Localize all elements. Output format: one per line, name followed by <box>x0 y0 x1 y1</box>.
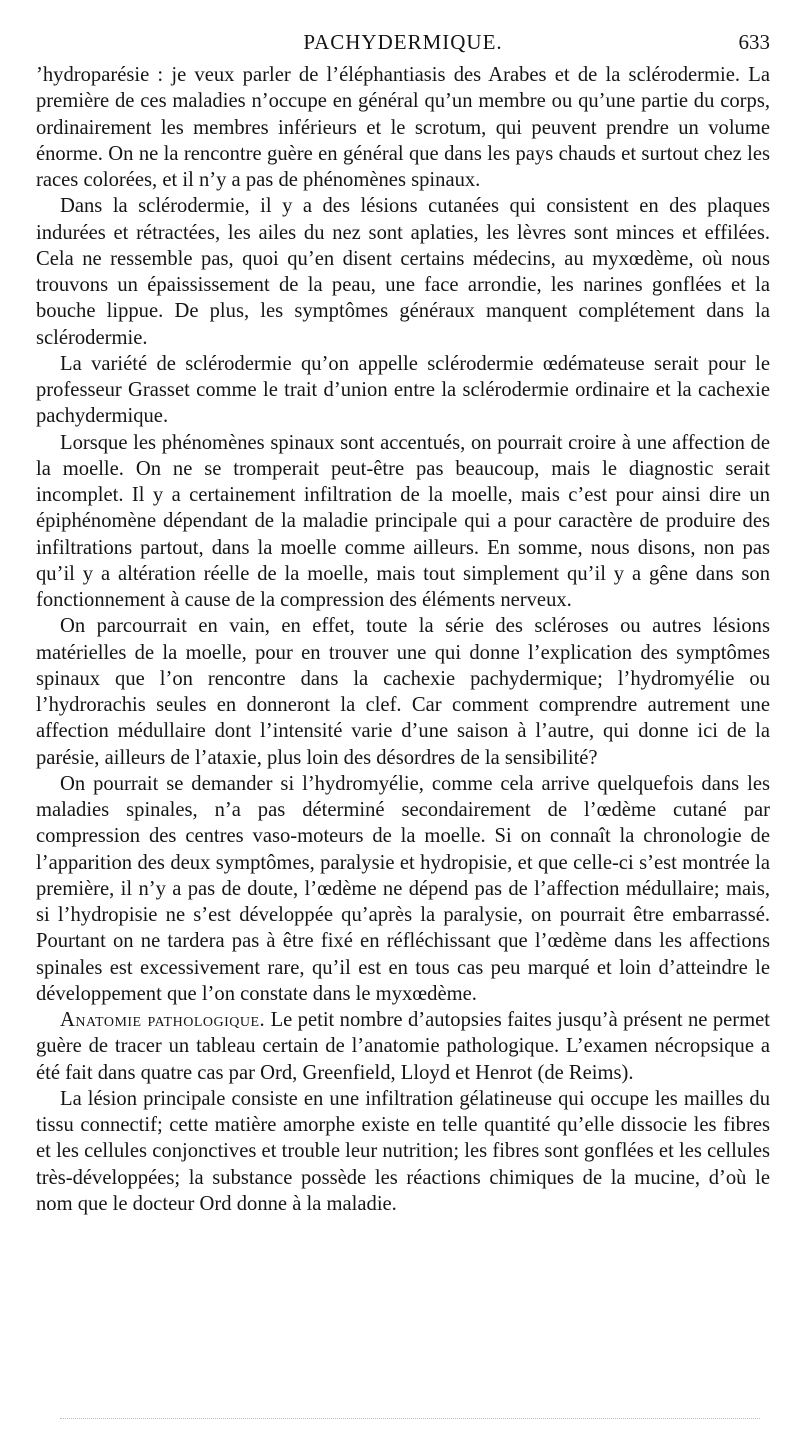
paragraph: On pourrait se demander si l’hydromyélie, comme cela arrive quelquefois dans les maladies spinales, n’a pas déterminé secondairement de l’œdème cutané par compression des centres vaso-moteurs de la moelle. Si on connaît la chronologie de l’apparition des deux symptômes, paralysie et hydropisie, et que celle-ci s’est montrée la première, il n’y a pas de doute, l’œdème ne dépend pas de l’affection médullaire; mais, si l’hydropisie ne s’est développée qu’après la paralysie, on pourrait être embarrassé. Pourtant on ne tardera pas à être fixé en réfléchissant que l’œdème dans les affections spinales est excessivement rare, qu’il est en tous cas peu marqué et loin d’atteindre le développement que l’on constate dans le myxœdème. <box>36 772 770 1005</box>
paragraph: ’hydroparésie : je veux parler de l’éléphantiasis des Arabes et de la sclérodermie. La première de ces maladies n’occupe en général qu’un membre ou qu’une partie du corps, ordinairement les membres inférieurs et le scrotum, qui peuvent prendre un volume énorme. On ne la rencontre guère en général que dans les pays chauds et surtout chez les races colorées, et il n’y a pas de phénomènes spinaux. <box>36 64 770 191</box>
footer-divider <box>60 1418 760 1419</box>
paragraph: Dans la sclérodermie, il y a des lésions cutanées qui consistent en des plaques indurées et rétractées, les ailes du nez sont aplaties, les lèvres sont minces et effilées. Cela ne ressemble pas, quoi qu’en disent certains médecins, au myxœdème, où nous trouvons un épaississement de la peau, une face arrondie, les narines gonflées et la bouche lippue. De plus, les symptômes généraux manquent complétement dans la sclérodermie. <box>36 195 770 349</box>
page-header <box>36 30 770 58</box>
running-head: PACHYDERMIQUE. <box>303 30 503 54</box>
paragraph: La variété de sclérodermie qu’on appelle sclérodermie œdémateuse serait pour le professeur Grasset comme le trait d’union entre la sclérodermie ordinaire et la cachexie pachydermique. <box>36 352 770 428</box>
paragraph: La lésion principale consiste en une infiltration gélatineuse qui occupe les mailles du tissu connectif; cette matière amorphe existe en telle quantité qu’elle dissocie les fibres et les cellules conjonctives et trouble leur nutrition; les fibres sont gonflées et les cellules très-développées; la substance possède les réactions chimiques de la mucine, d’où le nom que le docteur Ord donne à la maladie. <box>36 1087 770 1215</box>
section-heading: Anatomie pathologique. <box>60 1009 266 1031</box>
body-text <box>36 62 770 1217</box>
paragraph: Lorsque les phénomènes spinaux sont accentués, on pourrait croire à une affection de la moelle. On ne se tromperait peut-être pas beaucoup, mais le diagnostic serait incomplet. Il y a certainement infiltration de la moelle, mais c’est pour ainsi dire un épiphénomène dépendant de la maladie principale qui a pour caractère de produire des infiltrations partout, dans la moelle comme ailleurs. En somme, nous disons, non pas qu’il y a altération réelle de la moelle, mais tout simplement qu’il y a gêne dans son fonctionnement à cause de la compression des éléments nerveux. <box>36 431 770 611</box>
page-number: 633 <box>738 30 770 54</box>
paragraph-text: Le petit nombre d’autopsies faites jusqu’à présent ne permet guère de tracer un tableau certain de l’anatomie pathologique. L’examen nécropsique a été fait dans quatre cas par Ord, Greenfield, Lloyd et Henrot (de Reims). <box>36 1009 770 1084</box>
paragraph <box>36 1007 770 1086</box>
paragraph: On parcourrait en vain, en effet, toute la série des scléroses ou autres lésions matérielles de la moelle, pour en trouver une qui donne l’explication des symptômes spinaux que l’on rencontre dans la cachexie pachydermique; l’hydromyélie ou l’hydrorachis seules en donneront la clef. Car comment comprendre autrement une affection médullaire dont l’intensité varie d’une saison à l’autre, qui donne ici de la parésie, ailleurs de l’ataxie, plus loin des désordres de la sensibilité? <box>36 615 770 769</box>
